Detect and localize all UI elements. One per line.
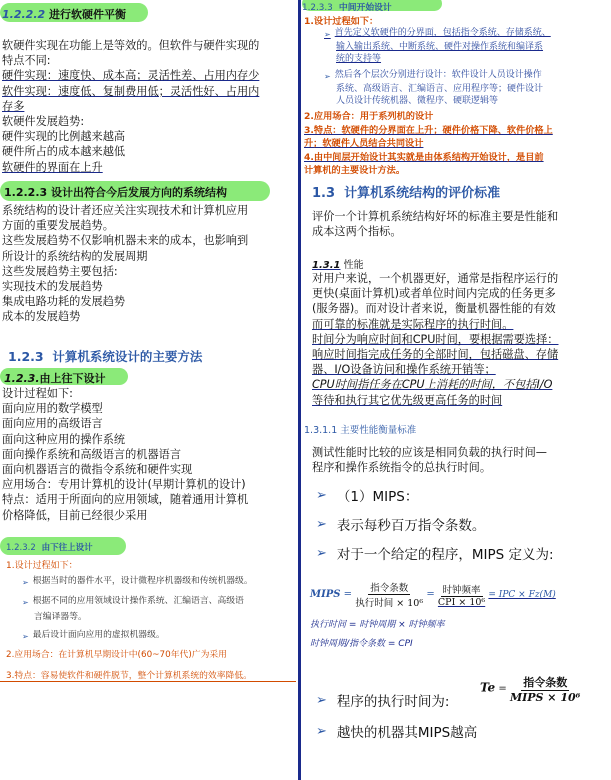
heading-1311: 1.3.1.1 主要性能衡量标准 [304, 425, 417, 436]
list-item: ➢ 首先定义软硬件的分界面，包括指令系统、存储系统、 [324, 28, 551, 39]
fraction-1: $\frac{\text{指令条数}}{\text{执行时间 × 10⁶}}$ [355, 580, 423, 609]
heading-1232: 1.2.3.2 由下往上设计 [6, 543, 93, 553]
heading-131: 1.3.1 性能 [312, 260, 364, 271]
list-item: ➢ 然后各个层次分别进行设计：软件设计人员设计操作 [324, 70, 542, 81]
arrow-list-1232 [22, 574, 298, 644]
step-1233-4b: 计算机的主要设计方法。 [304, 165, 406, 176]
step-1232-1: 1.设计过程如下： [6, 561, 78, 571]
arrow-right-icon: ➢ [22, 632, 29, 641]
fraction-2: $\frac{\text{时钟频率}}{\text{CPI × 10⁶}}$ [438, 582, 485, 608]
triangle-bullet-icon: ➢ [316, 545, 327, 561]
step-1233-4a: 4.由中间层开始设计其实就是由体系结构开始设计，是目前 [304, 152, 544, 163]
bullet-mips-def: ➢ 对于一个给定的程序，MIPS 定义为: [316, 545, 554, 563]
list-item: ➢ 最后设计面向应用的虚拟机器级。 [22, 628, 298, 644]
list-item: ➢ 根据不同的应用领域设计操作系统、汇编语言、高级语 [22, 594, 298, 610]
list-item-continued: 人员设计传统机器、微程序、硬联逻辑等 [336, 96, 499, 106]
handwritten-note-2: 时钟周期/指令条数 = CPI [310, 639, 413, 649]
heading-13: 1.3 计算机系统结构的评价标准 [312, 186, 501, 201]
right-column [302, 0, 611, 780]
te-formula: Te = $\frac{\text{指令条数}}{\text{MIPS × 10⁶}}$ [480, 676, 581, 704]
heading-123: 1.2.3 计算机系统设计的主要方法 [8, 349, 203, 364]
list-item-continued: 输入输出系统、中断系统、硬件对操作系统和编译系 [336, 42, 544, 52]
section-13-body: 评价一个计算机系统结构好坏的标准主要是性能和 成本这两个指标。 [312, 210, 559, 239]
bullet-exec-time: ➢ 程序的执行时间为: [316, 692, 450, 710]
bullet-mips-desc: ➢ 表示每秒百万指令条数。 [316, 516, 486, 534]
heading-1231: 1.2.3.由上往下设计 [4, 372, 106, 385]
handwritten-note-1: 执行时间 = 时钟周期 × 时钟频率 [310, 620, 445, 630]
arrow-right-icon: ➢ [324, 30, 331, 39]
heading-1222: 1.2.2.2 进行软硬件平衡 [2, 8, 126, 21]
section-1222-body: 软硬件实现在功能上是等效的。但软件与硬件实现的 特点不同: 硬件实现：速度快、成本高；灵活性差、占用内存少 软件实现：速度低、复制费用低；灵活性好、占用内 存多 软硬件发展趋势: 硬件实现的比例越来越高 硬件所占的成本越来越低 软硬件的界面在上升 [2, 39, 260, 174]
list-item-continued: 统的支持等 [336, 54, 382, 64]
arrow-right-icon: ➢ [324, 72, 331, 81]
fraction-te: $\frac{\text{指令条数}}{\text{MIPS × 10⁶}}$ [509, 676, 581, 704]
heading-1223: 1.2.2.3 设计出符合今后发展方向的系统结构 [4, 186, 227, 199]
section-131-body: 对用户来说，一个机器更好，通常是指程序运行的 更快(桌面计算机)或者单位时间内完成的任务更多 (服务器)。而对设计者来说，衡量机器性能的有效 而可靠的标准就是实际程序的执行时间。 时间分为响应时间和CPU时间，要根据需要选择： 响应时间指完成任务的全部时间，包括磁盘、存储 器、I/O设备访问和操作系统开销等； CPU时间指任务在CPU上消耗的时间，不包括I/O 等待和执行其它优先级更高任务的时间 [312, 272, 559, 407]
section-1223-body: 系统结构的设计者还应关注实现技术和计算机应用 方面的重要发展趋势。 这些发展趋势不仅影响机器未来的成本，也影响到 所设计的系统结构的发展周期 这些发展趋势主要包括: 实现技术的发展趋势 集成电路功耗的发展趋势 成本的发展趋势 [2, 204, 249, 324]
list-item: ➢ 根据当时的器件水平，设计微程序机器级和传统机器级。 [22, 574, 298, 590]
step-1233-1: 1.设计过程如下： [304, 16, 379, 27]
list-item-continued: 系统、高级语言、汇编语言、应用程序等；硬件设计 [336, 84, 544, 94]
triangle-bullet-icon: ➢ [316, 692, 327, 708]
step-1233-3b: 升；软硬件人员结合共同设计 [304, 138, 424, 149]
bullet-mips: ➢ （1）MIPS： [316, 487, 419, 505]
section-1311-body: 测试性能时比较的应该是相同负载的执行时间— 程序和操作系统指令的总执行时间。 [312, 446, 547, 475]
arrow-right-icon: ➢ [22, 598, 29, 607]
underline-rule [0, 681, 296, 682]
section-1231-body: 设计过程如下: 面向应用的数学模型 面向应用的高级语言 面向这种应用的操作系统 面向操作系统和高级语言的机器语言 面向机器语言的微指令系统和硬件实现 应用场合：专用计算机的设计(早期计算机的设计) 特点：适用于所面向的应用领域，随着通用计算机 价格降低，目前已经很少采用 [2, 387, 249, 522]
triangle-bullet-icon: ➢ [316, 487, 327, 503]
triangle-bullet-icon: ➢ [316, 516, 327, 532]
step-1233-3a: 3.特点：软硬件的分界面在上升；硬件价格下降、软件价格上 [304, 125, 553, 136]
left-column [0, 0, 298, 780]
step-1232-3: 3.特点：容易使软件和硬件脱节，整个计算机系统的效率降低。 [6, 671, 252, 681]
triangle-bullet-icon: ➢ [316, 723, 327, 739]
heading-1233: 1.2.3.3 中间开始设计 [302, 3, 392, 13]
step-1233-2: 2.应用场合：用于系列机的设计 [304, 111, 434, 122]
step-1232-2: 2.应用场合：在计算机早期设计中(60~70年代)广为采用 [6, 650, 227, 660]
bullet-faster-mips: ➢ 越快的机器其MIPS越高 [316, 723, 478, 741]
arrow-right-icon: ➢ [22, 578, 29, 587]
mips-formula: MIPS = $\frac{\text{指令条数}}{\text{执行时间 × 10⁶}}$ = $\frac{\text{时钟频率}}{\text{CPI × 10⁶}}$ = IPC × Fz(M) [310, 580, 556, 609]
arrow-list-1233 [324, 27, 610, 107]
column-divider [298, 0, 301, 780]
list-item-continued: 言编译器等。 [34, 612, 87, 622]
